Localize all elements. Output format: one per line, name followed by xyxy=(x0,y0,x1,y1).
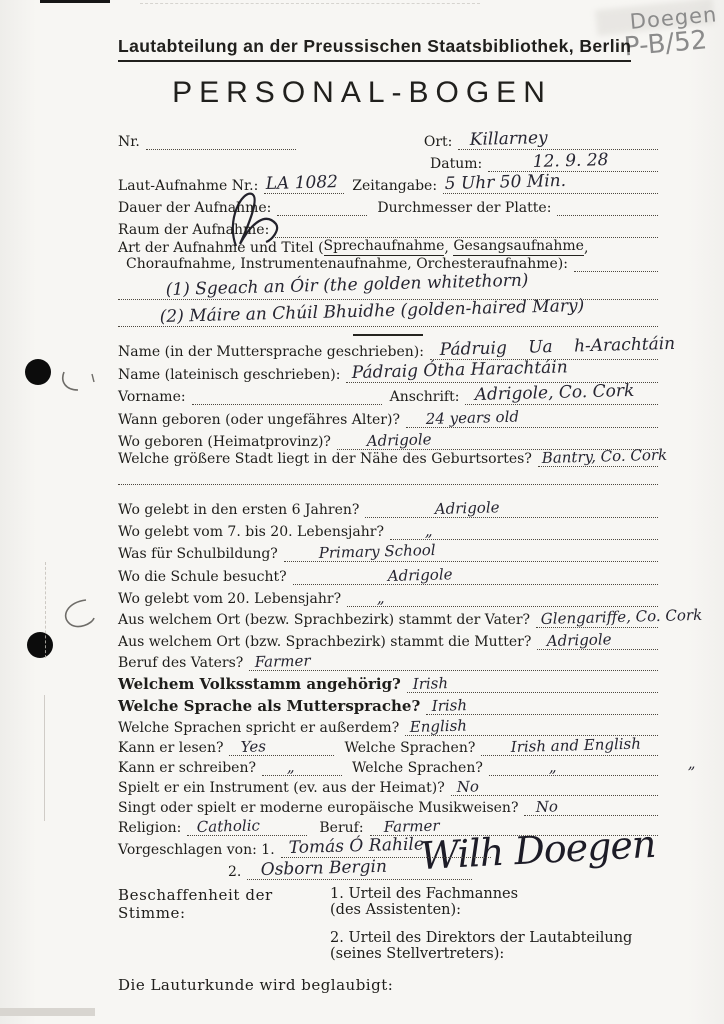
row-datum xyxy=(118,150,658,172)
wann-geboren-field xyxy=(406,407,658,428)
datum-label: Datum: xyxy=(430,156,483,172)
instrument-value: No xyxy=(456,777,479,796)
pencil-note-name: Doegen xyxy=(628,2,718,34)
row-vater-ort xyxy=(118,605,703,628)
durchmesser-field xyxy=(557,214,658,216)
schreiben-sprachen-field xyxy=(489,754,696,776)
nr-field xyxy=(146,148,296,150)
hole-punch xyxy=(27,632,53,658)
musikweisen-label: Singt oder spielt er moderne europäische Musikweisen? xyxy=(118,800,519,816)
stadt-value: Bantry, Co. Cork xyxy=(541,445,668,467)
gelebt-7-20-value: „ xyxy=(424,521,433,540)
art-label-sprechaufnahme: Sprechaufnahme xyxy=(323,238,445,254)
zeitangabe-label: Zeitangabe: xyxy=(352,178,438,194)
lautnr-label: Laut-Aufnahme Nr.: xyxy=(118,178,259,194)
stimme-judgement-1b: (des Assistenten): xyxy=(330,902,462,918)
row-title-underline xyxy=(118,327,658,335)
schreiben-sprachen-label: Welche Sprachen? xyxy=(351,760,483,776)
lautnr-value: LA 1082 xyxy=(265,172,339,194)
spacer xyxy=(330,918,658,930)
pen-mark xyxy=(58,366,100,396)
religion-value: Catholic xyxy=(196,816,261,836)
musikweisen-field xyxy=(524,797,658,816)
vorname-label: Vorname: xyxy=(118,389,186,405)
stimme-judgement-2b: (seines Stellvertreters): xyxy=(330,946,505,962)
row-name-muttersprache xyxy=(118,333,676,360)
mutter-ort-label: Aus welchem Ort (bzw. Sprachbezirk) stammt die Mutter? xyxy=(118,634,532,650)
row-gelebt-7-20 xyxy=(118,518,658,540)
stimme-judgement-2a: 2. Urteil des Direktors der Lautabteilung xyxy=(330,930,633,946)
vorgeschlagen-label: Vorgeschlagen von: 1. xyxy=(118,842,275,858)
row-dauer-durchmesser xyxy=(118,194,658,216)
beruf-vater-label: Beruf des Vaters? xyxy=(118,655,244,671)
vater-ort-field xyxy=(536,605,703,628)
vorgeschlagen-2-field xyxy=(247,856,472,880)
ort-field xyxy=(458,127,658,150)
row-religion-beruf xyxy=(118,816,658,836)
gelebt-20-label: Wo gelebt vom 20. Lebensjahr? xyxy=(118,591,342,607)
row-title-entry-2 xyxy=(118,295,658,327)
fold-crease xyxy=(45,562,46,658)
doegen-signature: Wilh Doegen xyxy=(419,821,657,879)
lautnr-field xyxy=(264,172,344,194)
religion-field xyxy=(187,816,307,836)
schreiben-label: Kann er schreiben? xyxy=(118,760,256,776)
row-schule xyxy=(118,562,658,585)
row-gelebt-6 xyxy=(118,485,658,518)
pen-mark xyxy=(52,596,98,638)
vorgeschlagen-num2: 2. xyxy=(228,864,242,880)
volksstamm-value: Irish xyxy=(412,674,449,693)
lesen-sprachen-label: Welche Sprachen? xyxy=(344,740,476,756)
ort-label: Ort: xyxy=(423,134,453,150)
row-art-line2 xyxy=(118,256,658,272)
row-beruf-vater xyxy=(118,650,658,671)
pencil-note xyxy=(622,2,720,63)
name-lateinisch-value: Pádraig Ótha Harachtáin xyxy=(351,357,569,383)
schulbildung-value: Primary School xyxy=(318,540,436,562)
gelebt-20-value: „ xyxy=(376,588,385,607)
vater-ort-value: Glengariffe, Co. Cork xyxy=(540,605,703,628)
lesen-field xyxy=(229,737,334,756)
stadt-label: Welche größere Stadt liegt in der Nähe des Geburtsortes? xyxy=(118,451,532,467)
mutter-ort-field xyxy=(537,630,658,650)
zeitangabe-field xyxy=(443,170,658,194)
beruf-vater-value: Farmer xyxy=(254,651,312,671)
beglaubigt-line: Die Lauturkunde wird beglaubigt: xyxy=(118,976,394,994)
title-entry-1-value: (1) Sgeach an Óir (the golden whitethorn) xyxy=(165,270,529,300)
schreiben-value: „ xyxy=(286,757,295,776)
row-schreiben xyxy=(118,754,696,776)
nr-label: Nr. xyxy=(118,134,140,150)
ort-value: Killarney xyxy=(469,127,549,150)
schulbildung-field xyxy=(284,540,658,562)
schreiben-sprachen-value: „ „ xyxy=(548,754,696,776)
blank-field xyxy=(118,483,658,485)
gelebt-6-value: Adrigole xyxy=(434,498,501,518)
wo-geboren-label: Wo geboren (Heimatprovinz)? xyxy=(118,434,331,450)
musikweisen-value: No xyxy=(536,797,559,816)
row-stadt xyxy=(118,445,668,467)
hole-punch xyxy=(25,359,51,385)
vater-ort-label: Aus welchem Ort (bezw. Sprachbezirk) stammt der Vater? xyxy=(118,612,531,628)
vorname-field xyxy=(192,403,382,405)
art-label-comma: , xyxy=(444,240,454,256)
schule-value: Adrigole xyxy=(387,565,453,585)
gelebt-6-label: Wo gelebt in den ersten 6 Jahren? xyxy=(118,502,360,518)
gelebt-6-field xyxy=(365,498,658,518)
beruf-vater-field xyxy=(249,651,658,671)
schule-label: Wo die Schule besucht? xyxy=(118,569,287,585)
row-schulbildung xyxy=(118,540,658,562)
row-wann-geboren xyxy=(118,405,658,428)
name-muttersprache-label: Name (in der Muttersprache geschrieben): xyxy=(118,344,424,360)
datum-value: 12. 9. 28 xyxy=(532,150,609,172)
art-field xyxy=(574,270,658,272)
anschrift-value: Adrigole, Co. Cork xyxy=(474,380,636,405)
volksstamm-field xyxy=(407,674,658,693)
muttersprache-value: Irish xyxy=(431,696,468,715)
dauer-field xyxy=(277,214,367,216)
raum-field xyxy=(275,236,658,238)
instrument-field xyxy=(451,777,658,796)
gelebt-20-field xyxy=(347,588,658,607)
row-vorgeschlagen-1 xyxy=(118,836,658,858)
row-mutter-ort xyxy=(118,628,658,650)
vorgeschlagen-1-value: Tomás Ó Rahile xyxy=(288,834,424,858)
volksstamm-label: Welchem Volksstamm angehörig? xyxy=(118,675,401,693)
row-blank-line xyxy=(118,467,658,485)
vorgeschlagen-2-value: Osborn Bergin xyxy=(260,856,388,880)
beruf-label: Beruf: xyxy=(319,820,364,836)
name-lateinisch-label: Name (lateinisch geschrieben): xyxy=(118,367,341,383)
anschrift-field xyxy=(465,380,658,405)
personal-bogen-form xyxy=(118,127,703,994)
row-musikweisen xyxy=(118,796,658,816)
religion-label: Religion: xyxy=(118,820,182,836)
scan-speckle xyxy=(140,3,480,6)
sprachen-sonst-label: Welche Sprachen spricht er außerdem? xyxy=(118,720,400,736)
gelebt-7-20-label: Wo gelebt vom 7. bis 20. Lebensjahr? xyxy=(118,524,384,540)
row-nr-ort xyxy=(118,128,658,150)
durchmesser-label: Durchmesser der Platte: xyxy=(377,200,552,216)
row-lesen xyxy=(118,736,658,756)
row-gelebt-20 xyxy=(118,585,658,607)
muttersprache-field xyxy=(426,696,658,715)
wo-geboren-value: Adrigole xyxy=(366,430,432,450)
schreiben-field xyxy=(262,757,342,776)
art-label-prefix: Art der Aufnahme und Titel ( xyxy=(118,240,324,256)
form-title: PERSONAL-BOGEN xyxy=(172,76,552,109)
row-raum xyxy=(118,216,658,238)
art-label-gesangsaufnahme: Gesangsaufnahme xyxy=(453,238,584,254)
beruf-value: Farmer xyxy=(383,816,440,836)
row-lautnr-zeit xyxy=(118,172,658,194)
anschrift-label: Anschrift: xyxy=(389,389,460,405)
row-wo-geboren xyxy=(118,428,658,450)
lesen-sprachen-value: Irish and English xyxy=(510,734,642,756)
row-instrument xyxy=(118,776,658,796)
lesen-value: Yes xyxy=(241,737,267,756)
zeitangabe-value: 5 Uhr 50 Min. xyxy=(444,170,567,194)
stadt-field xyxy=(538,445,668,467)
pencil-note-shelfmark: P-B/52 xyxy=(622,25,708,63)
stimme-judgement-1a: 1. Urteil des Fachmannes xyxy=(330,886,519,902)
row-muttersprache xyxy=(118,693,658,715)
fold-crease xyxy=(44,695,45,821)
name-muttersprache-value: Pádruig Ua h-Arachtáin xyxy=(439,333,676,360)
raum-label: Raum der Aufnahme: xyxy=(118,222,270,238)
wann-geboren-value: 24 years old xyxy=(425,407,520,428)
title-entry-2-value: (2) Máire an Chúil Bhuidhe (golden-haired Mary) xyxy=(159,295,585,327)
title-entry-2-field xyxy=(118,295,658,327)
stimme-block xyxy=(118,886,658,962)
mutter-ort-value: Adrigole xyxy=(546,630,613,650)
art-label-tail: , xyxy=(583,240,589,256)
scan-edge-mark xyxy=(40,0,110,3)
scan-edge-strip xyxy=(0,1008,95,1016)
sprachen-sonst-value: English xyxy=(409,716,468,736)
instrument-label: Spielt er ein Instrument (ev. aus der Heimat)? xyxy=(118,780,445,796)
lesen-label: Kann er lesen? xyxy=(118,740,224,756)
schulbildung-label: Was für Schulbildung? xyxy=(118,546,278,562)
institution-header: Lautabteilung an der Preussischen Staatsbibliothek, Berlin xyxy=(118,36,631,62)
row-sprachen-sonst xyxy=(118,715,658,736)
muttersprache-label: Welche Sprache als Muttersprache? xyxy=(118,697,421,715)
row-art-line1 xyxy=(118,238,658,256)
gelebt-7-20-field xyxy=(390,521,658,540)
schule-field xyxy=(293,565,658,585)
row-volksstamm xyxy=(118,671,658,693)
wann-geboren-label: Wann geboren (oder ungefähres Alter)? xyxy=(118,412,400,428)
stimme-judgements xyxy=(330,886,658,962)
dauer-label: Dauer der Aufnahme: xyxy=(118,200,272,216)
stimme-label: Beschaffenheit der Stimme: xyxy=(118,886,273,922)
row-name-lateinisch xyxy=(118,357,658,383)
row-vorname-anschrift xyxy=(118,380,658,405)
art-label-line2: Choraufnahme, Instrumentenaufnahme, Orchesteraufnahme): xyxy=(126,256,568,272)
row-vorgeschlagen-2 xyxy=(118,858,658,880)
